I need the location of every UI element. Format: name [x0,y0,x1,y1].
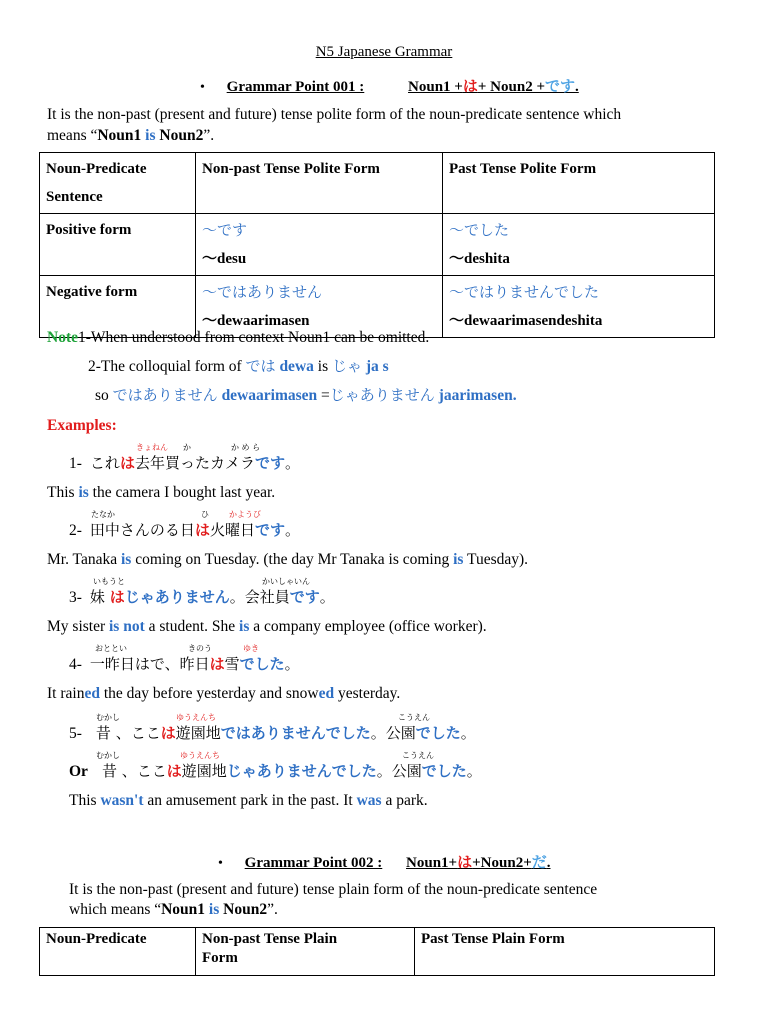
text: Form [202,950,238,966]
example-japanese [69,519,300,540]
note-2 [88,356,389,377]
text-segment: 遊園地 [175,724,221,742]
description-line [47,125,214,146]
text-segment: 。 [284,521,300,539]
text-segment: は [462,79,478,95]
text-segment: a company employee (office worker). [249,618,487,635]
text-segment: wasn't [100,792,144,809]
text-segment: is [239,618,250,635]
table-header: Past Tense Polite Form [443,153,715,214]
text-segment: an amusement park in the past. It [143,792,357,809]
furigana: か [183,443,191,452]
table-header: Noun-Predicate [40,928,196,976]
text-segment: . [546,855,551,871]
text-segment: +Noun2+ [472,855,532,871]
text-segment: です [254,454,285,472]
romaji-form: 〜dewaarimasendeshita [449,313,603,329]
romaji-form: 〜deshita [449,251,510,267]
text-segment: は [457,855,473,871]
romaji-form: 〜desu [202,251,247,267]
romaji-form: 〜dewaarimasen [202,313,310,329]
text-segment: a park. [381,792,428,809]
text: so [95,387,113,404]
furigana: いもうと [93,577,125,586]
text: means “ [47,127,98,144]
furigana: きょねん [136,443,168,452]
text-segment: じゃありませんでした [226,762,377,780]
japanese-sentence [102,762,482,780]
text: = [317,387,330,404]
text: 1-When understood from context Noun1 can be omitted. [78,329,430,346]
grammar-point-label: Grammar Point 001 : [226,79,365,95]
row-label: Positive form [40,214,196,276]
examples-label: Examples: [47,417,117,434]
note-1 [47,327,429,348]
note-3 [95,385,517,406]
example-japanese [69,586,335,607]
text-segment: 。公園 [376,762,422,780]
description-line: It is the non-past (present and future) tense polite form of the noun-predicate sentence which [47,106,622,123]
example-number: 2- [69,522,82,539]
page-title: N5 Japanese Grammar [315,44,453,60]
example-number: 5- [69,725,82,742]
text-segment: the day before yesterday and snow [99,685,319,702]
furigana: たなか [91,510,115,519]
text-segment: 遊園地 [181,762,227,780]
text: is [145,127,156,144]
text-segment: 。 [284,454,300,472]
japanese-form: 〜でした [449,221,510,239]
japanese-sentence [96,724,476,742]
furigana: むかし [96,751,120,760]
text: では [245,357,276,375]
cell [196,214,443,276]
example-translation [69,790,428,811]
text: ではありません [112,386,218,404]
example-japanese [69,722,476,743]
furigana: こうえん [402,751,434,760]
text: which means “ [69,901,162,918]
furigana: かようび [229,510,261,519]
text-segment: ed [84,685,100,702]
text-segment: is [120,551,132,568]
cell [443,214,715,276]
grammar-formula [408,79,579,95]
furigana: ひ [201,510,209,519]
text: じゃ [331,357,362,375]
text-segment: It rain [47,685,85,702]
table-header: Non-past Tense Polite Form [196,153,443,214]
text-segment: a student. She [144,618,240,635]
text: ”. [267,901,278,918]
text-segment: です [545,79,576,95]
text-segment: 。公園 [370,724,416,742]
text-segment: は [160,724,176,742]
cell [443,276,715,338]
example-translation [47,549,528,570]
japanese-form: 〜です [202,221,248,239]
text-segment: coming on Tuesday. (the day Mr Tanaka is coming [131,551,454,568]
description-line [69,899,278,920]
table-row [40,214,715,276]
text-segment: 。 [466,762,482,780]
text-segment: でした [421,762,467,780]
text-segment: is [78,484,89,501]
example-japanese [69,653,300,674]
text-segment: 妹 [89,588,110,606]
text: Noun1 [97,127,146,144]
text-segment: This [47,484,79,501]
text-segment: です [254,521,285,539]
japanese-sentence [90,655,300,673]
text-segment: Mr. Tanaka [47,551,121,568]
text-segment: 。 [319,588,335,606]
japanese-sentence [90,454,300,472]
text: Non-past Tense Plain [202,931,338,947]
text-segment: 昔 、ここ [101,762,167,780]
grammar-point-2-heading [218,851,551,872]
example-japanese-alt [69,760,482,781]
text-segment: Tuesday). [463,551,529,568]
example-number: 3- [69,589,82,606]
text-segment: . [575,79,579,95]
text-segment: 。会社員 [229,588,290,606]
text-segment: My sister [47,618,109,635]
text-segment: でした [415,724,461,742]
text: dewa [275,358,314,375]
text: is [313,358,332,375]
text-segment: is [453,551,464,568]
table-header [40,153,196,214]
row-label: Negative form [40,276,196,338]
text-segment: は [194,521,210,539]
text-segment: ではありませんでした [220,724,371,742]
text-segment: 火曜日 [209,521,255,539]
grammar-point-label: Grammar Point 002 : [244,855,383,871]
example-translation [47,683,400,704]
grammar-table-1 [39,152,715,338]
grammar-formula [406,855,550,871]
example-translation [47,482,275,503]
text-segment: ed [318,685,335,702]
text-segment: は [166,762,182,780]
grammar-table-2 [39,927,715,976]
text: Noun-Predicate [46,161,147,177]
furigana: かいしゃいん [262,577,310,586]
text: Noun1 [161,901,209,918]
grammar-point-1-heading [200,75,579,96]
text-segment: 雪 [224,655,240,673]
text: Noun2 [219,901,268,918]
text: じゃありません [329,386,435,404]
example-number: 4- [69,656,82,673]
text: Sentence [46,189,103,205]
text-segment: + Noun2 + [477,79,545,95]
text: ja s [362,358,389,375]
furigana: ゆき [243,644,259,653]
text-segment: は [209,655,225,673]
text-segment: 昔 、ここ [95,724,161,742]
example-number: 1- [69,455,82,472]
text-segment: だ [531,855,547,871]
furigana: こうえん [398,713,430,722]
furigana: むかし [96,713,120,722]
japanese-form: 〜ではありません [202,283,323,301]
text-segment: は [119,454,135,472]
text: jaarimasen. [434,387,517,404]
bullet: • [218,856,223,871]
japanese-sentence [90,521,300,539]
text-segment: でした [239,655,285,673]
description-line: It is the non-past (present and future) tense plain form of the noun-predicate sentence [69,881,598,898]
example-japanese [69,452,300,473]
text-segment: じゃありません [124,588,230,606]
text-segment: Noun1+ [406,855,458,871]
japanese-form: 〜ではりませんでした [449,283,600,301]
table-header: Past Tense Plain Form [415,928,715,976]
text-segment: is not [109,618,145,635]
text-segment: Noun1 + [408,79,463,95]
text-segment: 田中さんのる日 [89,521,195,539]
furigana: おととい [95,644,127,653]
furigana: ゆうえんち [176,713,216,722]
table-header [196,928,415,976]
text-segment: これ [89,454,120,472]
text-segment: 去年買ったカメラ [134,454,255,472]
text: ”. [203,127,215,144]
text: dewaarimasen [217,387,318,404]
bullet: • [200,80,205,95]
text-segment: the camera I bought last year. [88,484,276,501]
or-label: Or [69,763,88,780]
text: Noun2 [155,127,204,144]
furigana: ゆうえんち [180,751,220,760]
japanese-sentence [90,588,335,606]
text-segment: yesterday. [334,685,401,702]
text-segment: は [109,588,125,606]
text-segment: 。 [284,655,300,673]
note-label: Note [47,329,78,346]
example-translation [47,616,487,637]
text-segment: 一昨日はで、昨日 [89,655,210,673]
text-segment: です [289,588,320,606]
text-segment: was [356,792,382,809]
text: 2-The colloquial form of [88,358,246,375]
text-segment: 。 [460,724,476,742]
text: is [208,901,220,918]
furigana: きのう [188,644,212,653]
furigana: か め ら [231,443,261,452]
text-segment: This [69,792,101,809]
